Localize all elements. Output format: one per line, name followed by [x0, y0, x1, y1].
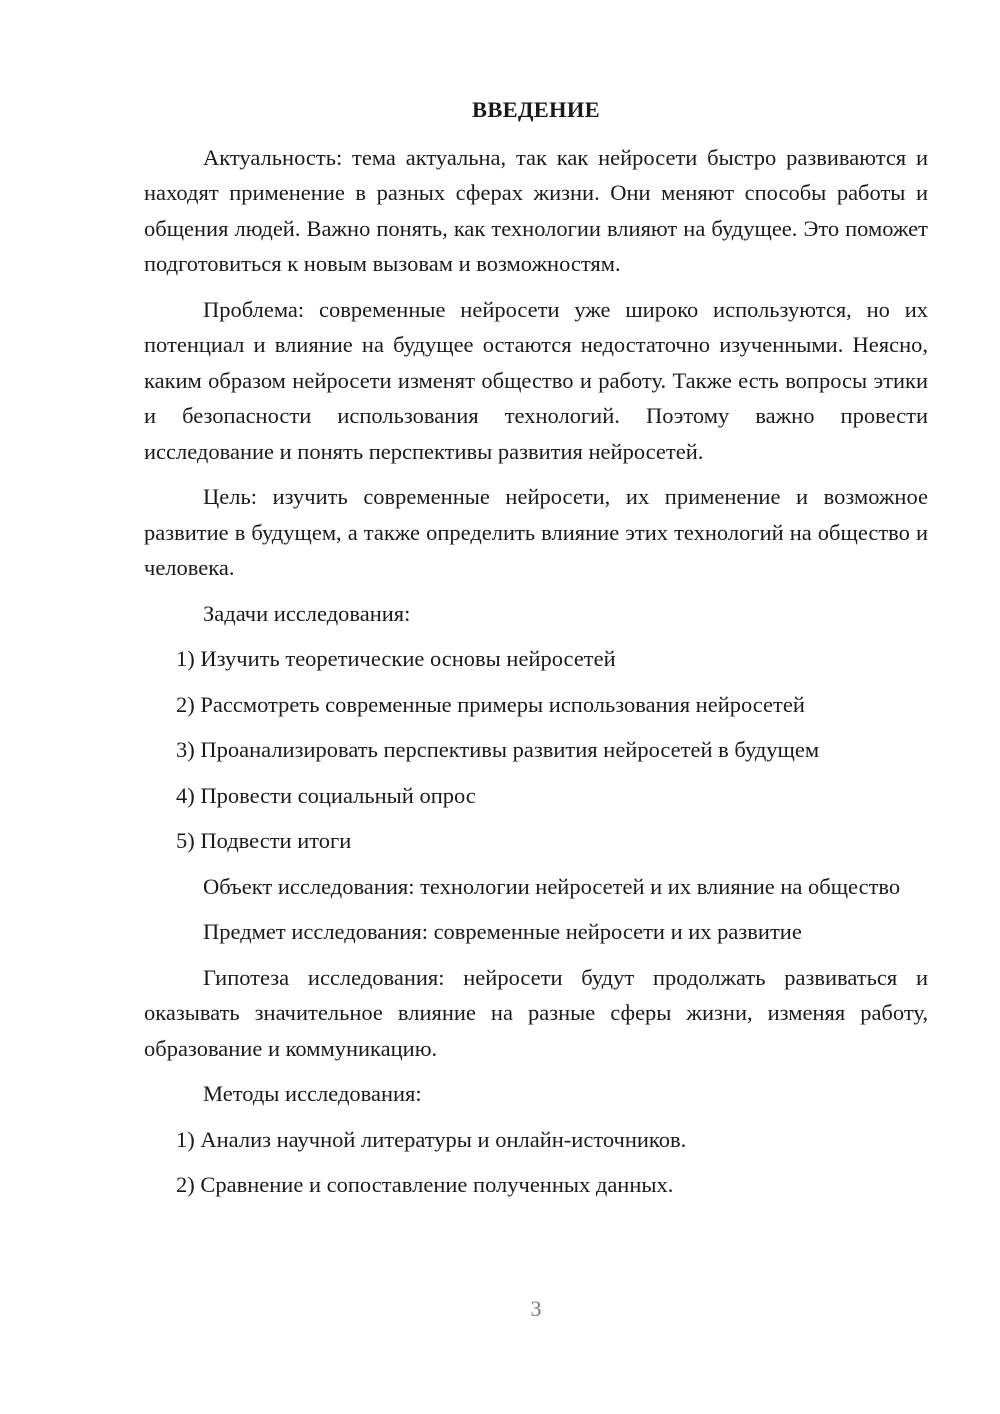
task-item-4: 4) Провести социальный опрос: [176, 782, 476, 808]
page-number: 3: [530, 1296, 542, 1321]
tasks-heading: Задачи исследования:: [203, 600, 411, 626]
hypothesis-paragraph: Гипотеза исследования: нейросети будут продолжать развиваться и оказывать значительное влияние на разные сферы жизни, изменяя работу, образование и коммуникацию.: [144, 964, 928, 1061]
task-item-2: 2) Рассмотреть современные примеры использования нейросетей: [176, 691, 805, 717]
document-page: [144, 92, 928, 1213]
method-item-1: 1) Анализ научной литературы и онлайн-источников.: [176, 1126, 687, 1152]
section-title: ВВЕДЕНИЕ: [472, 97, 600, 122]
task-item-5: 5) Подвести итоги: [176, 828, 352, 853]
relevance-paragraph: Актуальность: тема актуальна, так как нейросети быстро развиваются и находят применение в разных сферах жизни. Они меняют способы работы и общения людей. Важно понять, как технологии влияют на будущее. Это поможет подготовиться к новым вызовам и возможностям.: [144, 144, 928, 276]
task-item-1: 1) Изучить теоретические основы нейросетей: [176, 646, 616, 671]
methods-heading: Методы исследования:: [203, 1081, 422, 1106]
method-item-2: 2) Сравнение и сопоставление полученных данных.: [176, 1172, 674, 1197]
goal-paragraph: Цель: изучить современные нейросети, их применение и возможное развитие в будущем, а также определить влияние этих технологий на общество и человека.: [144, 484, 928, 580]
object-paragraph: Объект исследования: технологии нейросетей и их влияние на общество: [203, 873, 901, 899]
subject-paragraph: Предмет исследования: современные нейросети и их развитие: [203, 919, 802, 944]
task-item-3: 3) Проанализировать перспективы развития нейросетей в будущем: [176, 737, 820, 762]
problem-paragraph: Проблема: современные нейросети уже широко используются, но их потенциал и влияние на будущее остаются недостаточно изученными. Неясно, каким образом нейросети изменят общество и работу. Также есть вопросы этики и безопасности использования технологий. Поэтому важно провести исследование и понять перспективы развития нейросетей.: [144, 296, 928, 464]
